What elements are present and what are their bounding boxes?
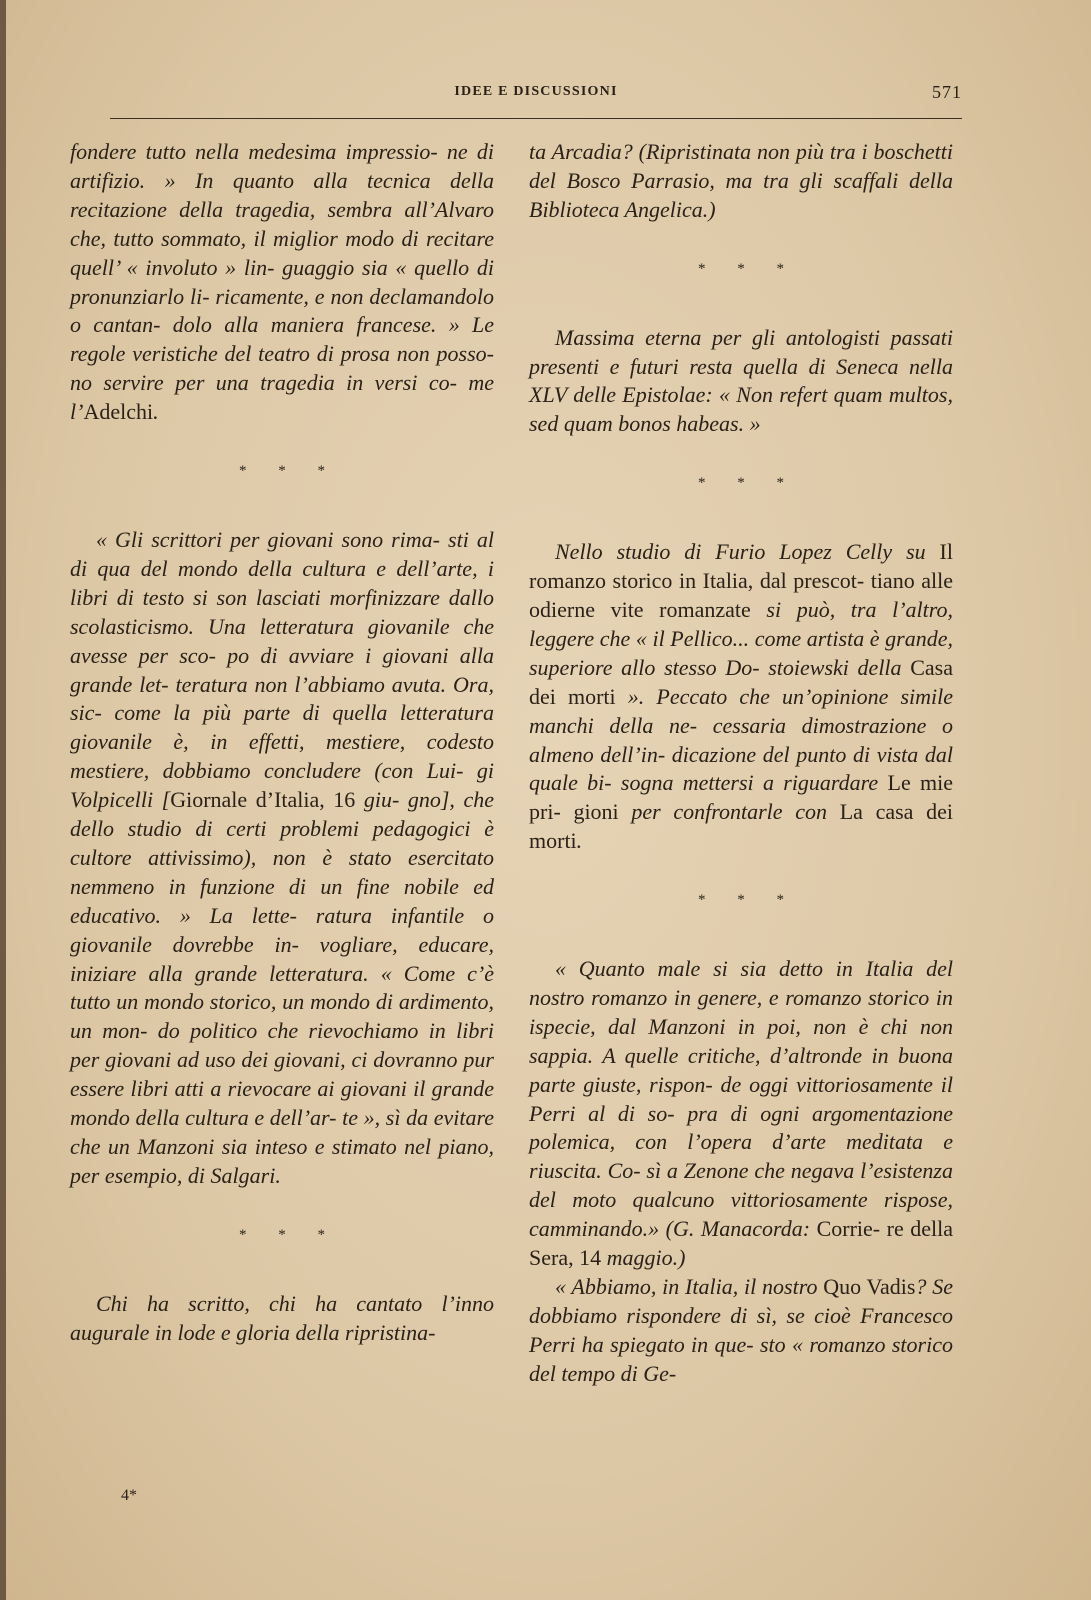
text-run: « Abbiamo, in Italia, il nostro — [555, 1274, 824, 1299]
running-title: IDEE E DISCUSSIONI — [454, 84, 618, 99]
periodical-title: Corrie- re della Sera, 14 — [529, 1216, 954, 1271]
section-separator: * * * — [239, 463, 339, 480]
paragraph: ta Arcadia? (Ripristinata non più tra i boschetti del Bosco Parrasio, ma tra gli scaffali della Biblioteca Angelica.) — [529, 139, 953, 222]
text-run: maggio.) — [601, 1245, 686, 1271]
paragraph — [529, 538, 953, 856]
text-run: fondere tutto nella medesima impressio- ne di artifizio. » In quanto alla tecnica della recitazione della tragedia, sembra all’Alvaro che, tutto sommato, il miglior modo di recitare quell’ « involuto » lin- guaggio sia « quello di pronunziarlo li- ricamente, e non declamandolo o cantan- dolo alla maniera francese. » Le regole veristiche del teatro di prosa non posso- no servire per una tragedia in versi co- me l’ — [70, 139, 494, 425]
work-title: Adelchi — [83, 399, 154, 425]
section-separator: * * * — [698, 260, 798, 277]
paragraph — [70, 138, 494, 427]
paragraph: Chi ha scritto, chi ha cantato l’inno augurale in lode e gloria della ripristina- — [70, 1290, 494, 1345]
paragraph — [529, 955, 953, 1273]
text-run: « Quanto male si sia detto in Italia del nostro romanzo in genere, e romanzo storico in ispecie, dal Manzoni in poi, non è chi non sappia. A quelle critiche, d’altronde in buona parte giuste, rispon- de oggi vittoriosamente il Perri al di so- pra di ogni argomentazione polemica, con l’opera d’arte meditata e riuscita. Co- sì a Zenone che negava l’esistenza del moto qualcuno vittoriosamente rispose, camminando.» (G. Manacorda: — [529, 956, 953, 1242]
section-separator: * * * — [698, 475, 798, 492]
paragraph — [70, 526, 494, 1191]
section-separator: * * * — [239, 1226, 339, 1243]
text-run: giu- gno], che dello studio di certi problemi pedagogici è cultore attivissimo), non è stato esercitato nemmeno in funzione di un fine nobile ed educativo. » La lette- ratura infantile o giovanile dovrebbe in- vogliare, educare, iniziare alla grande letteratura. « Come c’è tutto un mondo storico, un mondo di ardimento, un mon- do politico che rievochiamo in libri per giovani ad uso dei giovani, ci dovranno pur essere libri atti a rievocare ai giovani il grande mondo della cultura e dell’ar- te », sì da evitare che un Manzoni sia inteso e stimato nel piano, per esempio, di Salgari. — [70, 787, 494, 1188]
paragraph — [529, 1273, 953, 1389]
text-run: . — [576, 828, 583, 854]
header-rule — [110, 118, 962, 119]
text-run: Nello studio di Furio Lopez Celly su — [555, 539, 940, 565]
signature-mark: 4* — [121, 1487, 137, 1504]
paragraph: Massima eterna per gli antologisti passati presenti e futuri resta quella di Seneca nella XLV delle Epistolae: « Non refert quam multos, sed quam bonos habeas. » — [529, 324, 953, 437]
periodical-title: Giornale d’Italia, 16 — [170, 787, 356, 813]
left-column — [70, 138, 494, 1348]
book-title: Le mie pri- gioni — [529, 770, 953, 825]
text-run: . — [153, 399, 159, 425]
book-title: La casa dei morti — [529, 799, 954, 854]
text-run: « Gli scrittori per giovani sono rima- sti al di qua del mondo della cultura e dell’arte, i libri di testo si son lasciati morfinizzare dallo scolasticismo. Una letteratura giovanile che avesse per sco- po di avviare i giovani alla grande let- teratura non l’abbiamo avuta. Ora, sic- come la più parte di quella letteratura giovanile è, in effetti, mestiere, codesto mestiere, dobbiamo concludere (con Lui- gi Volpicelli [ — [70, 526, 494, 813]
right-column — [529, 138, 953, 1389]
text-run: ? Se dobbiamo rispondere di sì, se cioè Francesco Perri ha spiegato in que- sto « romanzo storico del tempo di Ge- — [529, 1274, 953, 1386]
page-number: 571 — [932, 82, 962, 102]
book-title: Casa dei morti — [529, 654, 953, 709]
page-header — [110, 84, 962, 114]
text-run: ». Peccato che un’opinione simile manchi della ne- cessaria dimostrazione o almeno dell’in- dicazione del punto di vista dal quale bi- sogna mettersi a riguardare — [529, 683, 953, 796]
text-run: per confrontarle con — [618, 799, 840, 825]
text-run: si può, tra l’altro, leggere che « il Pellico... come artista è grande, superiore allo stesso Do- stoiewski della — [529, 596, 953, 680]
section-separator: * * * — [698, 892, 798, 909]
book-title: Il romanzo storico in Italia, dal prescot- tiano alle odierne vite romanzate — [529, 539, 953, 622]
book-title: Quo Vadis — [823, 1274, 916, 1299]
